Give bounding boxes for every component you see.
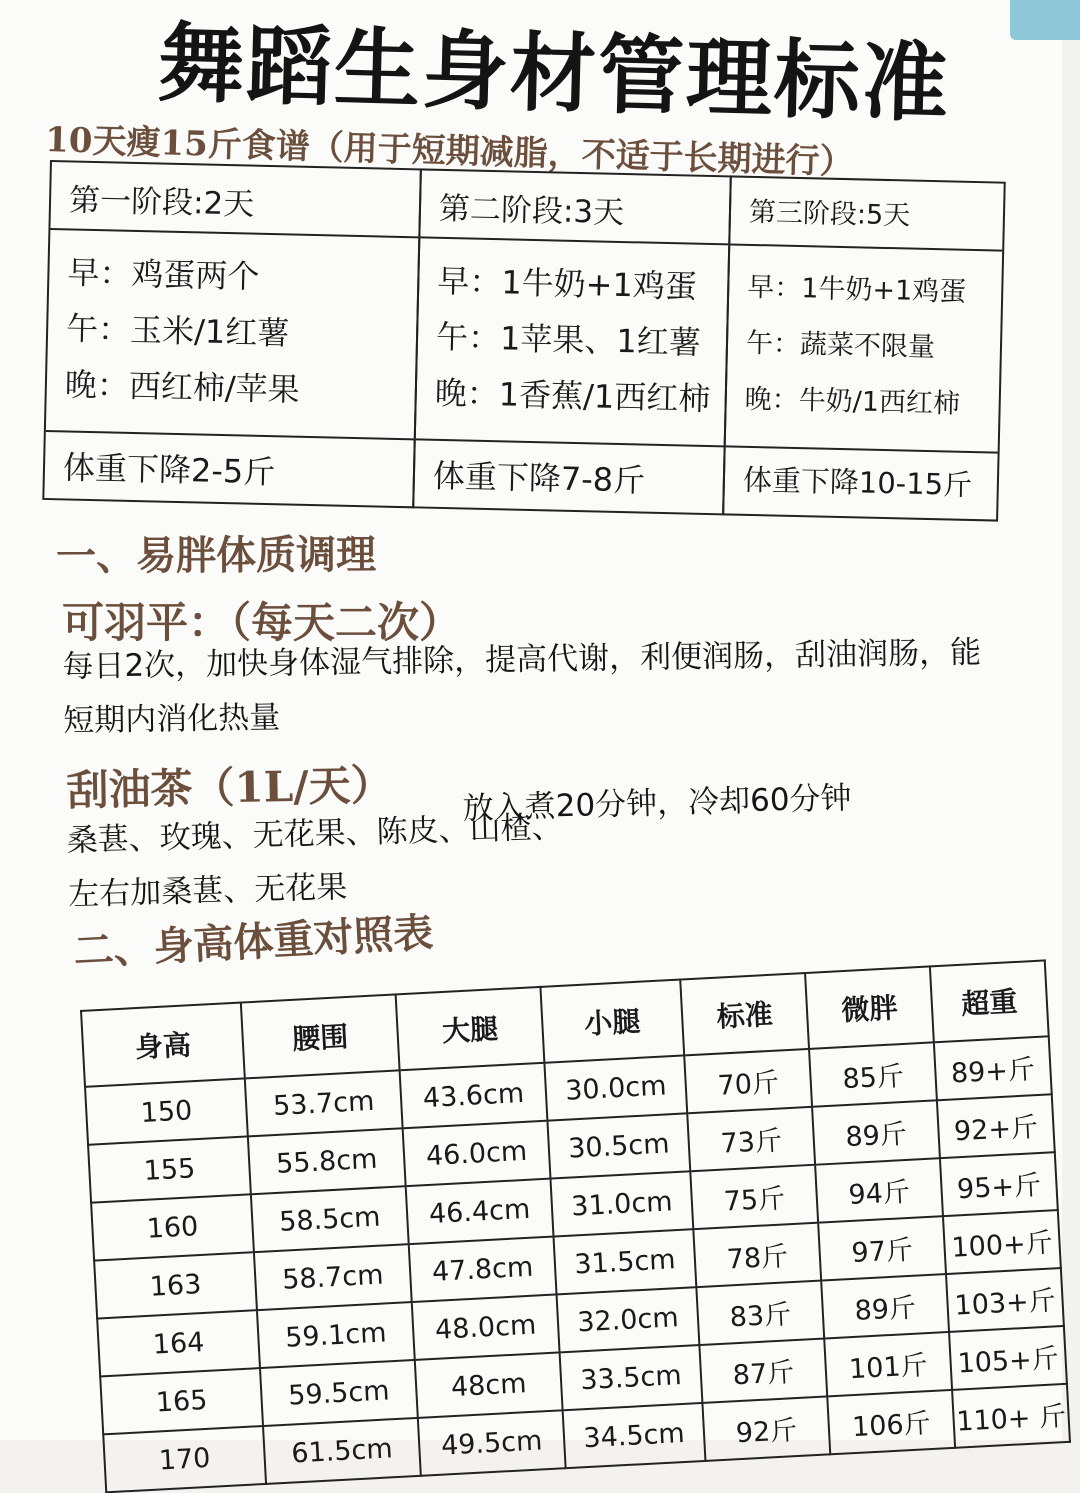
stage-meals xyxy=(46,230,418,438)
table-cell: 89+斤 xyxy=(934,1036,1052,1100)
table-cell: 85斤 xyxy=(809,1042,937,1106)
meal-breakfast: 早：鸡蛋两个 xyxy=(67,253,260,296)
recipe-subtitle: 10天瘦15斤食谱（用于短期减脂，不适于长期进行） xyxy=(44,119,855,183)
table-cell: 163 xyxy=(94,1252,257,1318)
table-cell: 59.1cm xyxy=(257,1302,415,1368)
table-cell: 100+斤 xyxy=(943,1210,1061,1274)
height-weight-table xyxy=(80,959,1071,1493)
item-title-keyuping: 可羽平：（每天二次） xyxy=(62,598,462,647)
table-cell: 70斤 xyxy=(684,1049,812,1113)
table-cell: 31.5cm xyxy=(554,1229,697,1294)
table-cell: 58.5cm xyxy=(251,1186,409,1252)
table-cell: 47.8cm xyxy=(409,1237,557,1303)
table-cell: 110+ 斤 xyxy=(952,1384,1070,1448)
table-cell: 43.6cm xyxy=(400,1063,548,1129)
table-cell: 30.5cm xyxy=(547,1113,690,1178)
stage-meals xyxy=(726,245,1002,451)
stage-label: 第二阶段:3天 xyxy=(420,170,729,245)
table-cell: 160 xyxy=(91,1194,254,1260)
meal-lunch: 午：玉米/1红薯 xyxy=(65,309,290,353)
table-cell: 101斤 xyxy=(824,1332,952,1396)
table-cell: 103+斤 xyxy=(946,1268,1064,1332)
meal-dinner: 晚：西红柿/苹果 xyxy=(64,365,301,409)
table-cell: 150 xyxy=(85,1078,248,1144)
text-line: 左右加桑葚、无花果 xyxy=(67,869,348,913)
section-heading-height-weight: 二、身高体重对照表 xyxy=(72,909,435,975)
column-header: 腰围 xyxy=(241,994,400,1078)
meal-lunch: 午：蔬菜不限量 xyxy=(745,327,936,364)
stage-result: 体重下降7-8斤 xyxy=(414,438,724,515)
diet-plan-table xyxy=(42,160,1005,522)
table-cell: 53.7cm xyxy=(245,1070,403,1136)
meal-breakfast: 早：1牛奶+1鸡蛋 xyxy=(436,261,698,306)
meal-dinner: 晚：1香蕉/1西红柿 xyxy=(434,373,711,419)
table-cell: 59.5cm xyxy=(260,1360,418,1426)
stage-column-3 xyxy=(722,175,1006,521)
page-title: 舞蹈生身材管理标准 xyxy=(156,13,952,135)
table-cell: 89斤 xyxy=(812,1100,940,1164)
stage-column-2 xyxy=(412,168,732,515)
table-cell: 95+斤 xyxy=(940,1152,1058,1216)
table-cell: 33.5cm xyxy=(560,1345,703,1410)
text-line: 短期内消化热量 xyxy=(62,699,281,739)
table-cell: 83斤 xyxy=(696,1281,824,1345)
tea-instruction-inline: 放入煮20分钟，冷却60分钟 xyxy=(462,780,853,827)
table-cell: 89斤 xyxy=(821,1274,949,1338)
section-heading-constitution: 一、易胖体质调理 xyxy=(55,531,377,580)
column-header: 超重 xyxy=(930,960,1049,1042)
column-header: 身高 xyxy=(81,1003,245,1087)
table-cell: 106斤 xyxy=(827,1390,955,1454)
table-cell: 92+斤 xyxy=(937,1094,1055,1158)
meal-breakfast: 早：1牛奶+1鸡蛋 xyxy=(746,271,967,308)
meal-dinner: 晚：牛奶/1西红柿 xyxy=(744,383,961,420)
table-cell: 61.5cm xyxy=(263,1418,421,1484)
table-cell: 73斤 xyxy=(687,1107,815,1171)
table-cell: 34.5cm xyxy=(563,1403,706,1468)
table-cell: 164 xyxy=(97,1310,260,1376)
table-cell: 58.7cm xyxy=(254,1244,412,1310)
table-cell: 31.0cm xyxy=(550,1171,693,1236)
table-cell: 75斤 xyxy=(690,1165,818,1229)
table-cell: 32.0cm xyxy=(557,1287,700,1352)
text-line: 桑葚、玫瑰、无花果、陈皮、山楂、 xyxy=(66,809,564,859)
table-cell: 48.0cm xyxy=(412,1294,560,1360)
text-line: 每日2次，加快身体湿气排除，提高代谢，利便润肠，刮油润肠，能 xyxy=(62,634,982,685)
stage-column-1 xyxy=(42,160,422,508)
table-cell: 48cm xyxy=(415,1352,563,1418)
table-cell: 30.0cm xyxy=(544,1055,687,1120)
table-cell: 105+斤 xyxy=(949,1326,1067,1390)
item-description-tea xyxy=(66,800,565,922)
table-cell: 87斤 xyxy=(699,1339,827,1403)
table-cell: 55.8cm xyxy=(248,1128,406,1194)
table-cell: 94斤 xyxy=(815,1158,943,1222)
column-header: 大腿 xyxy=(396,987,545,1070)
item-description-keyuping xyxy=(62,626,982,748)
table-cell: 170 xyxy=(103,1426,266,1492)
table-cell: 46.0cm xyxy=(403,1121,551,1187)
stage-label: 第三阶段:5天 xyxy=(730,177,1003,251)
table-cell: 49.5cm xyxy=(418,1410,566,1476)
stage-result: 体重下降10-15斤 xyxy=(724,445,998,521)
meal-lunch: 午：1苹果、1红薯 xyxy=(435,317,702,362)
table-cell: 97斤 xyxy=(818,1216,946,1280)
item-title-tea: 刮油茶（1L/天） xyxy=(66,760,394,815)
background-edge xyxy=(1010,0,1080,40)
table-cell: 155 xyxy=(88,1136,251,1202)
table-cell: 78斤 xyxy=(693,1223,821,1287)
table-cell: 92斤 xyxy=(702,1396,830,1460)
stage-label: 第一阶段:2天 xyxy=(50,162,419,238)
stage-meals xyxy=(416,238,728,445)
column-header: 标准 xyxy=(680,973,809,1055)
stage-result: 体重下降2-5斤 xyxy=(44,430,413,508)
table-cell: 46.4cm xyxy=(406,1179,554,1245)
table-cell: 165 xyxy=(100,1368,263,1434)
column-header: 微胖 xyxy=(805,966,934,1048)
column-header: 小腿 xyxy=(540,980,684,1063)
